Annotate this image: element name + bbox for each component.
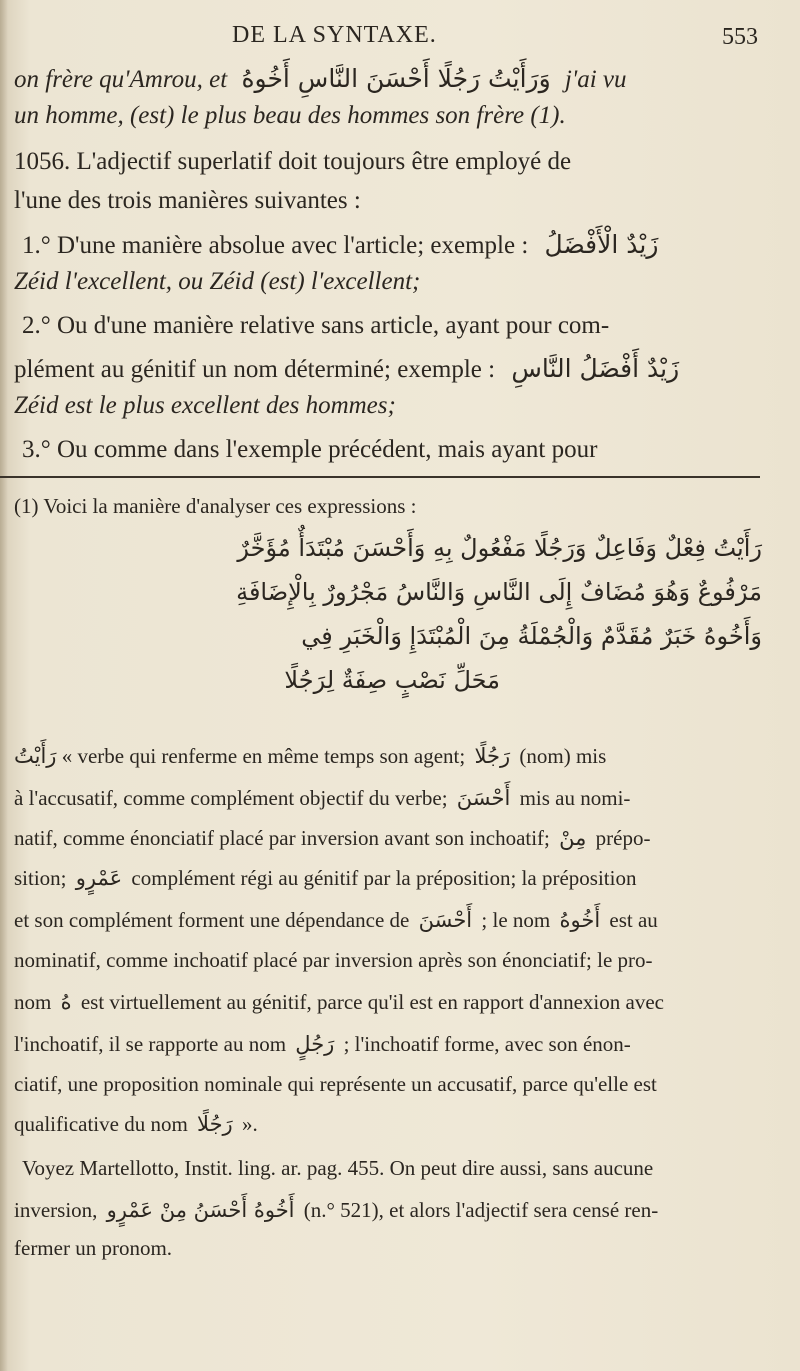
text-fragment: nom — [14, 990, 52, 1014]
text-fragment: Zéid est le plus excellent des hommes; — [14, 392, 396, 419]
text-fragment: ». — [241, 1112, 258, 1136]
page-number: 553 — [722, 24, 758, 50]
text-fragment: 3.° Ou comme dans l'exemple précédent, mais ayant pour — [22, 436, 598, 463]
text-fragment: fermer un pronom. — [14, 1236, 173, 1260]
text-fragment: un homme, (est) le plus beau des hommes son frère (1). — [14, 102, 566, 129]
arabic-term: رَجُلًا — [197, 1112, 233, 1136]
arabic-term: رَجُلٍ — [295, 1032, 335, 1056]
text-fragment: nominatif, comme inchoatif placé par inversion après son énonciatif; le pro- — [14, 948, 653, 972]
text-fragment: (nom) mis — [519, 744, 607, 768]
footnote-arabic-line-2: مَرْفُوعٌ وَهُوَ مُضَافٌ إِلَى النَّاسِ وَالنَّاسُ مَجْرُورٌ بِالْإِضَافَةِ — [236, 578, 762, 606]
text-fragment: à l'accusatif, comme complément objectif du verbe; — [14, 786, 448, 810]
arabic-term: أَخُوهُ — [559, 908, 601, 932]
arabic-term: أَخُوهُ أَحْسَنُ مِنْ عَمْرٍو — [106, 1198, 295, 1222]
text-fragment: est virtuellement au génitif, parce qu'il est en rapport d'annexion avec — [80, 990, 664, 1014]
arabic-term: أَحْسَنَ — [418, 908, 473, 932]
footnote-line-m — [14, 1236, 172, 1261]
text-fragment: 1.° D'une manière absolue avec l'article; exemple : — [22, 232, 529, 259]
text-fragment: l'une des trois manières suivantes : — [14, 187, 361, 214]
footnote-line-l — [14, 1198, 658, 1223]
text-line-1 — [14, 64, 627, 94]
arabic-term: رَجُلًا — [474, 744, 511, 768]
footnote-line-k — [22, 1156, 653, 1181]
text-fragment: plément au génitif un nom déterminé; exemple : — [14, 356, 496, 383]
text-fragment: est au — [609, 908, 658, 932]
footnote-line-c — [14, 826, 650, 851]
text-fragment: « verbe qui renferme en même temps son agent; — [61, 744, 466, 768]
arabic-term: مِنْ — [559, 826, 587, 850]
footnote-arabic-line-1: رَأَيْتُ فِعْلٌ وَفَاعِلٌ وَرَجُلًا مَفْعُولٌ بِهِ وَأَحْسَنَ مُبْتَدَأٌ مُؤَخَّرٌ — [237, 534, 762, 562]
arabic-example: وَرَأَيْتُ رَجُلًا أَحْسَنَ النَّاسِ أَخُوهُ — [241, 64, 551, 93]
paragraph-1056-start — [14, 148, 571, 176]
text-fragment: mis au nomi- — [519, 786, 631, 810]
text-fragment: Zéid l'excellent, ou Zéid (est) l'excellent; — [14, 268, 421, 295]
rule-2 — [22, 312, 609, 340]
page-gutter-shadow — [0, 0, 8, 1371]
footnote-intro — [14, 494, 416, 519]
text-fragment: ; le nom — [481, 908, 551, 932]
footnote-arabic-line-4: مَحَلِّ نَصْبٍ صِفَةٌ لِرَجُلًا — [284, 666, 500, 694]
text-fragment: sition; — [14, 866, 67, 890]
arabic-term: عَمْرٍو — [75, 866, 123, 890]
text-fragment: inversion, — [14, 1198, 98, 1222]
text-fragment: on frère qu'Amrou, et — [14, 66, 228, 93]
footnote-line-h — [14, 1032, 631, 1057]
text-fragment: j'ai vu — [564, 66, 627, 93]
footnote-line-e — [14, 908, 658, 933]
text-fragment: Voyez Martellotto, Instit. ling. ar. pag. 455. On peut dire aussi, sans aucune — [22, 1156, 654, 1180]
footnote-line-f — [14, 948, 653, 973]
footnote-line-g — [14, 990, 664, 1015]
text-fragment: l'inchoatif, il se rapporte au nom — [14, 1032, 287, 1056]
text-fragment: et son complément forment une dépendance de — [14, 908, 410, 932]
footnote-line-a — [14, 744, 606, 769]
page-header — [0, 22, 800, 52]
footnote-separator — [0, 476, 760, 478]
text-line-9 — [14, 392, 396, 420]
arabic-example: زَيْدٌ الْأَفْضَلُ — [544, 230, 659, 259]
footnote-line-i — [14, 1072, 657, 1097]
text-fragment: (1) Voici la manière d'analyser ces expressions : — [14, 494, 417, 518]
footnote-line-j — [14, 1112, 258, 1137]
running-title: DE LA SYNTAXE. — [232, 22, 437, 48]
arabic-term: رَأَيْتُ — [14, 744, 57, 768]
footnote-line-d — [14, 866, 636, 891]
arabic-term: هُ — [60, 990, 72, 1014]
text-line-4 — [14, 187, 361, 215]
text-fragment: ciatif, une proposition nominale qui représente un accusatif, parce qu'elle est — [14, 1072, 657, 1096]
text-fragment: 1056. L'adjectif superlatif doit toujours être employé de — [14, 148, 572, 175]
text-fragment: complément régi au génitif par la préposition; la préposition — [131, 866, 637, 890]
arabic-term: أَحْسَنَ — [456, 786, 511, 810]
arabic-example: زَيْدٌ أَفْضَلُ النَّاسِ — [511, 354, 680, 383]
text-fragment: (n.° 521), et alors l'adjectif sera censé ren- — [303, 1198, 659, 1222]
text-line-6 — [14, 268, 420, 296]
footnote-arabic-line-3: وَأَخُوهُ خَبَرٌ مُقَدَّمٌ وَالْجُمْلَةُ مِنَ الْمُبْتَدَإِ وَالْخَبَرِ فِي — [301, 622, 762, 650]
text-line-2 — [14, 102, 566, 130]
text-fragment: qualificative du nom — [14, 1112, 188, 1136]
footnote-line-b — [14, 786, 630, 811]
text-line-8 — [14, 354, 679, 384]
text-fragment: prépo- — [595, 826, 651, 850]
text-fragment: ; l'inchoatif forme, avec son énon- — [343, 1032, 631, 1056]
rule-3 — [22, 436, 597, 464]
rule-1 — [22, 230, 658, 260]
text-fragment: 2.° Ou d'une manière relative sans article, ayant pour com- — [22, 312, 610, 339]
text-fragment: natif, comme énonciatif placé par inversion avant son inchoatif; — [14, 826, 550, 850]
